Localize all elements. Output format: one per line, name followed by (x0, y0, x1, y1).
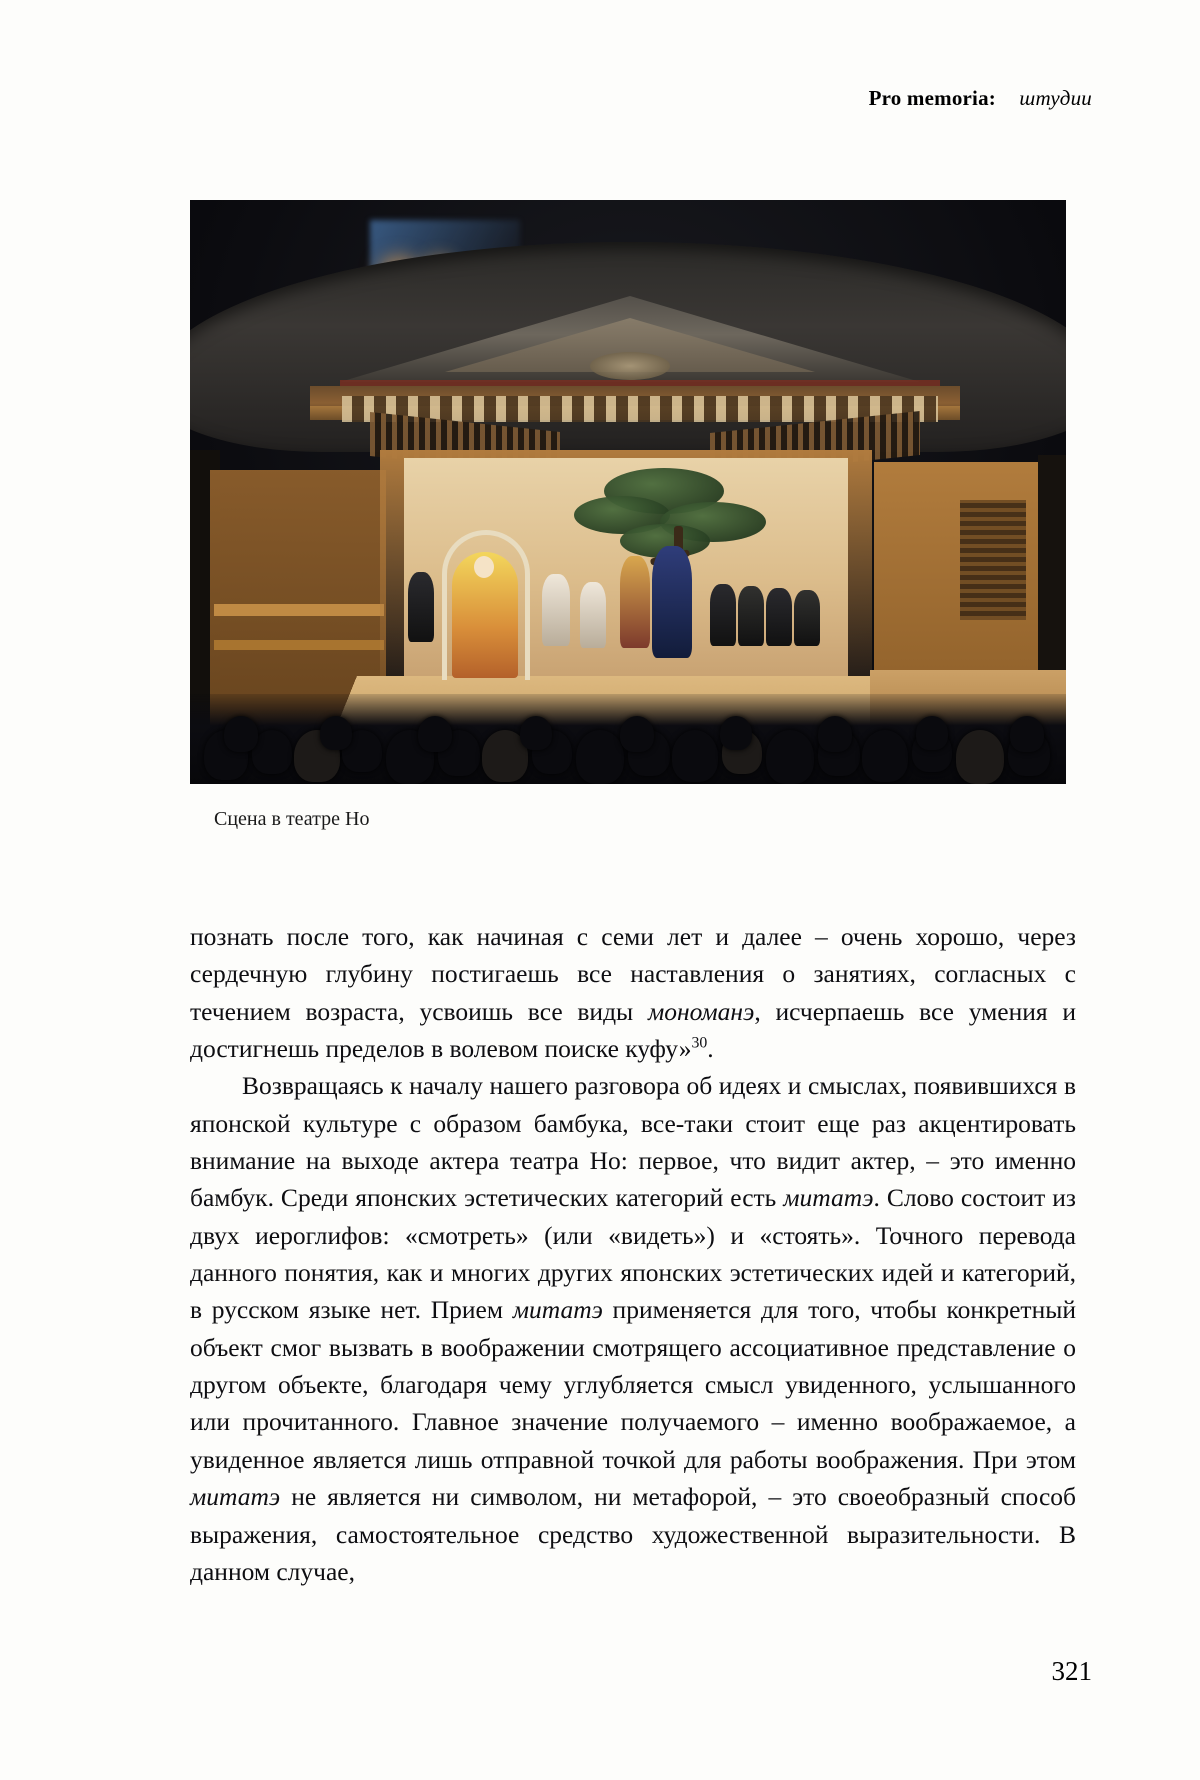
running-head-subtitle: штудии (1019, 86, 1092, 110)
performer (580, 582, 606, 648)
p2-italic-mitate-2: митатэ (512, 1295, 603, 1325)
performer (620, 556, 650, 648)
noh-theatre-stage-photo (190, 200, 1066, 784)
performer (542, 574, 570, 646)
performer (794, 590, 820, 646)
body-text (190, 918, 1076, 1590)
p1-part3: . (707, 1034, 714, 1064)
running-head-title: Pro memoria: (868, 86, 996, 110)
figure (190, 200, 1066, 831)
railing-left (214, 604, 384, 616)
p2-part1: Возвращаясь к началу нашего разговора об идеях и смыслах, появившихся в японской культуре с образом бамбука, все-таки стоит еще раз акцентировать внимание на выходе актера театра Но: первое, что видит актер, – это именно бамбук. Среди японских эстетических категорий есть (190, 1071, 1076, 1213)
performer (738, 586, 764, 646)
roof-emblem (590, 352, 670, 380)
performer (710, 584, 736, 646)
p1-part1: познать после того, как начиная с семи лет и далее – очень хорошо, через сердечную глубину постигаешь все наставления о занятиях, согласных с течением возраста, усвоишь все виды (190, 922, 1076, 1026)
paragraph-1 (190, 918, 1076, 1067)
running-head (869, 86, 1092, 111)
performer (766, 588, 792, 646)
audience-silhouettes (190, 694, 1066, 784)
performer (408, 572, 434, 642)
p2-part4: не является ни символом, ни метафорой, – это своеобразный способ выражения, самостоятельное средство художественной выразительности. В данном случае, (190, 1482, 1076, 1586)
footnote-marker: 30 (691, 1034, 708, 1052)
p1-italic-monomane: мономанэ (647, 996, 755, 1026)
p2-part3: применяется для того, чтобы конкретный объект смог вызвать в воображении смотрящего ассоциативное представление о другом объекте, благодаря чему углубляется смысл увиденного, услышанного или прочитанного. Главное значение получаемого – именно воображаемое, а увиденное является лишь отправной точкой для работы воображения. При этом (190, 1295, 1076, 1474)
p1-part2: , исчерпаешь все умения и достигнешь пределов в волевом поиске куфу» (190, 996, 1076, 1064)
performer-main (652, 546, 692, 658)
p2-italic-mitate-1: митатэ (783, 1183, 874, 1213)
paragraph-2 (190, 1067, 1076, 1590)
p2-italic-mitate-3: митатэ (190, 1482, 281, 1512)
actor-face (474, 556, 494, 578)
lattice-panel-right (960, 500, 1026, 620)
railing-left-lower (214, 640, 384, 650)
page-number: 321 (1051, 1656, 1092, 1686)
figure-caption: Сцена в театре Но (214, 808, 370, 830)
p2-part2: . Слово состоит из двух иероглифов: «смотреть» (или «видеть») и «стоять». Точного перевода данного понятия, как и многих других японских эстетических идей и категорий, в русском языке нет. Прием (190, 1183, 1076, 1325)
